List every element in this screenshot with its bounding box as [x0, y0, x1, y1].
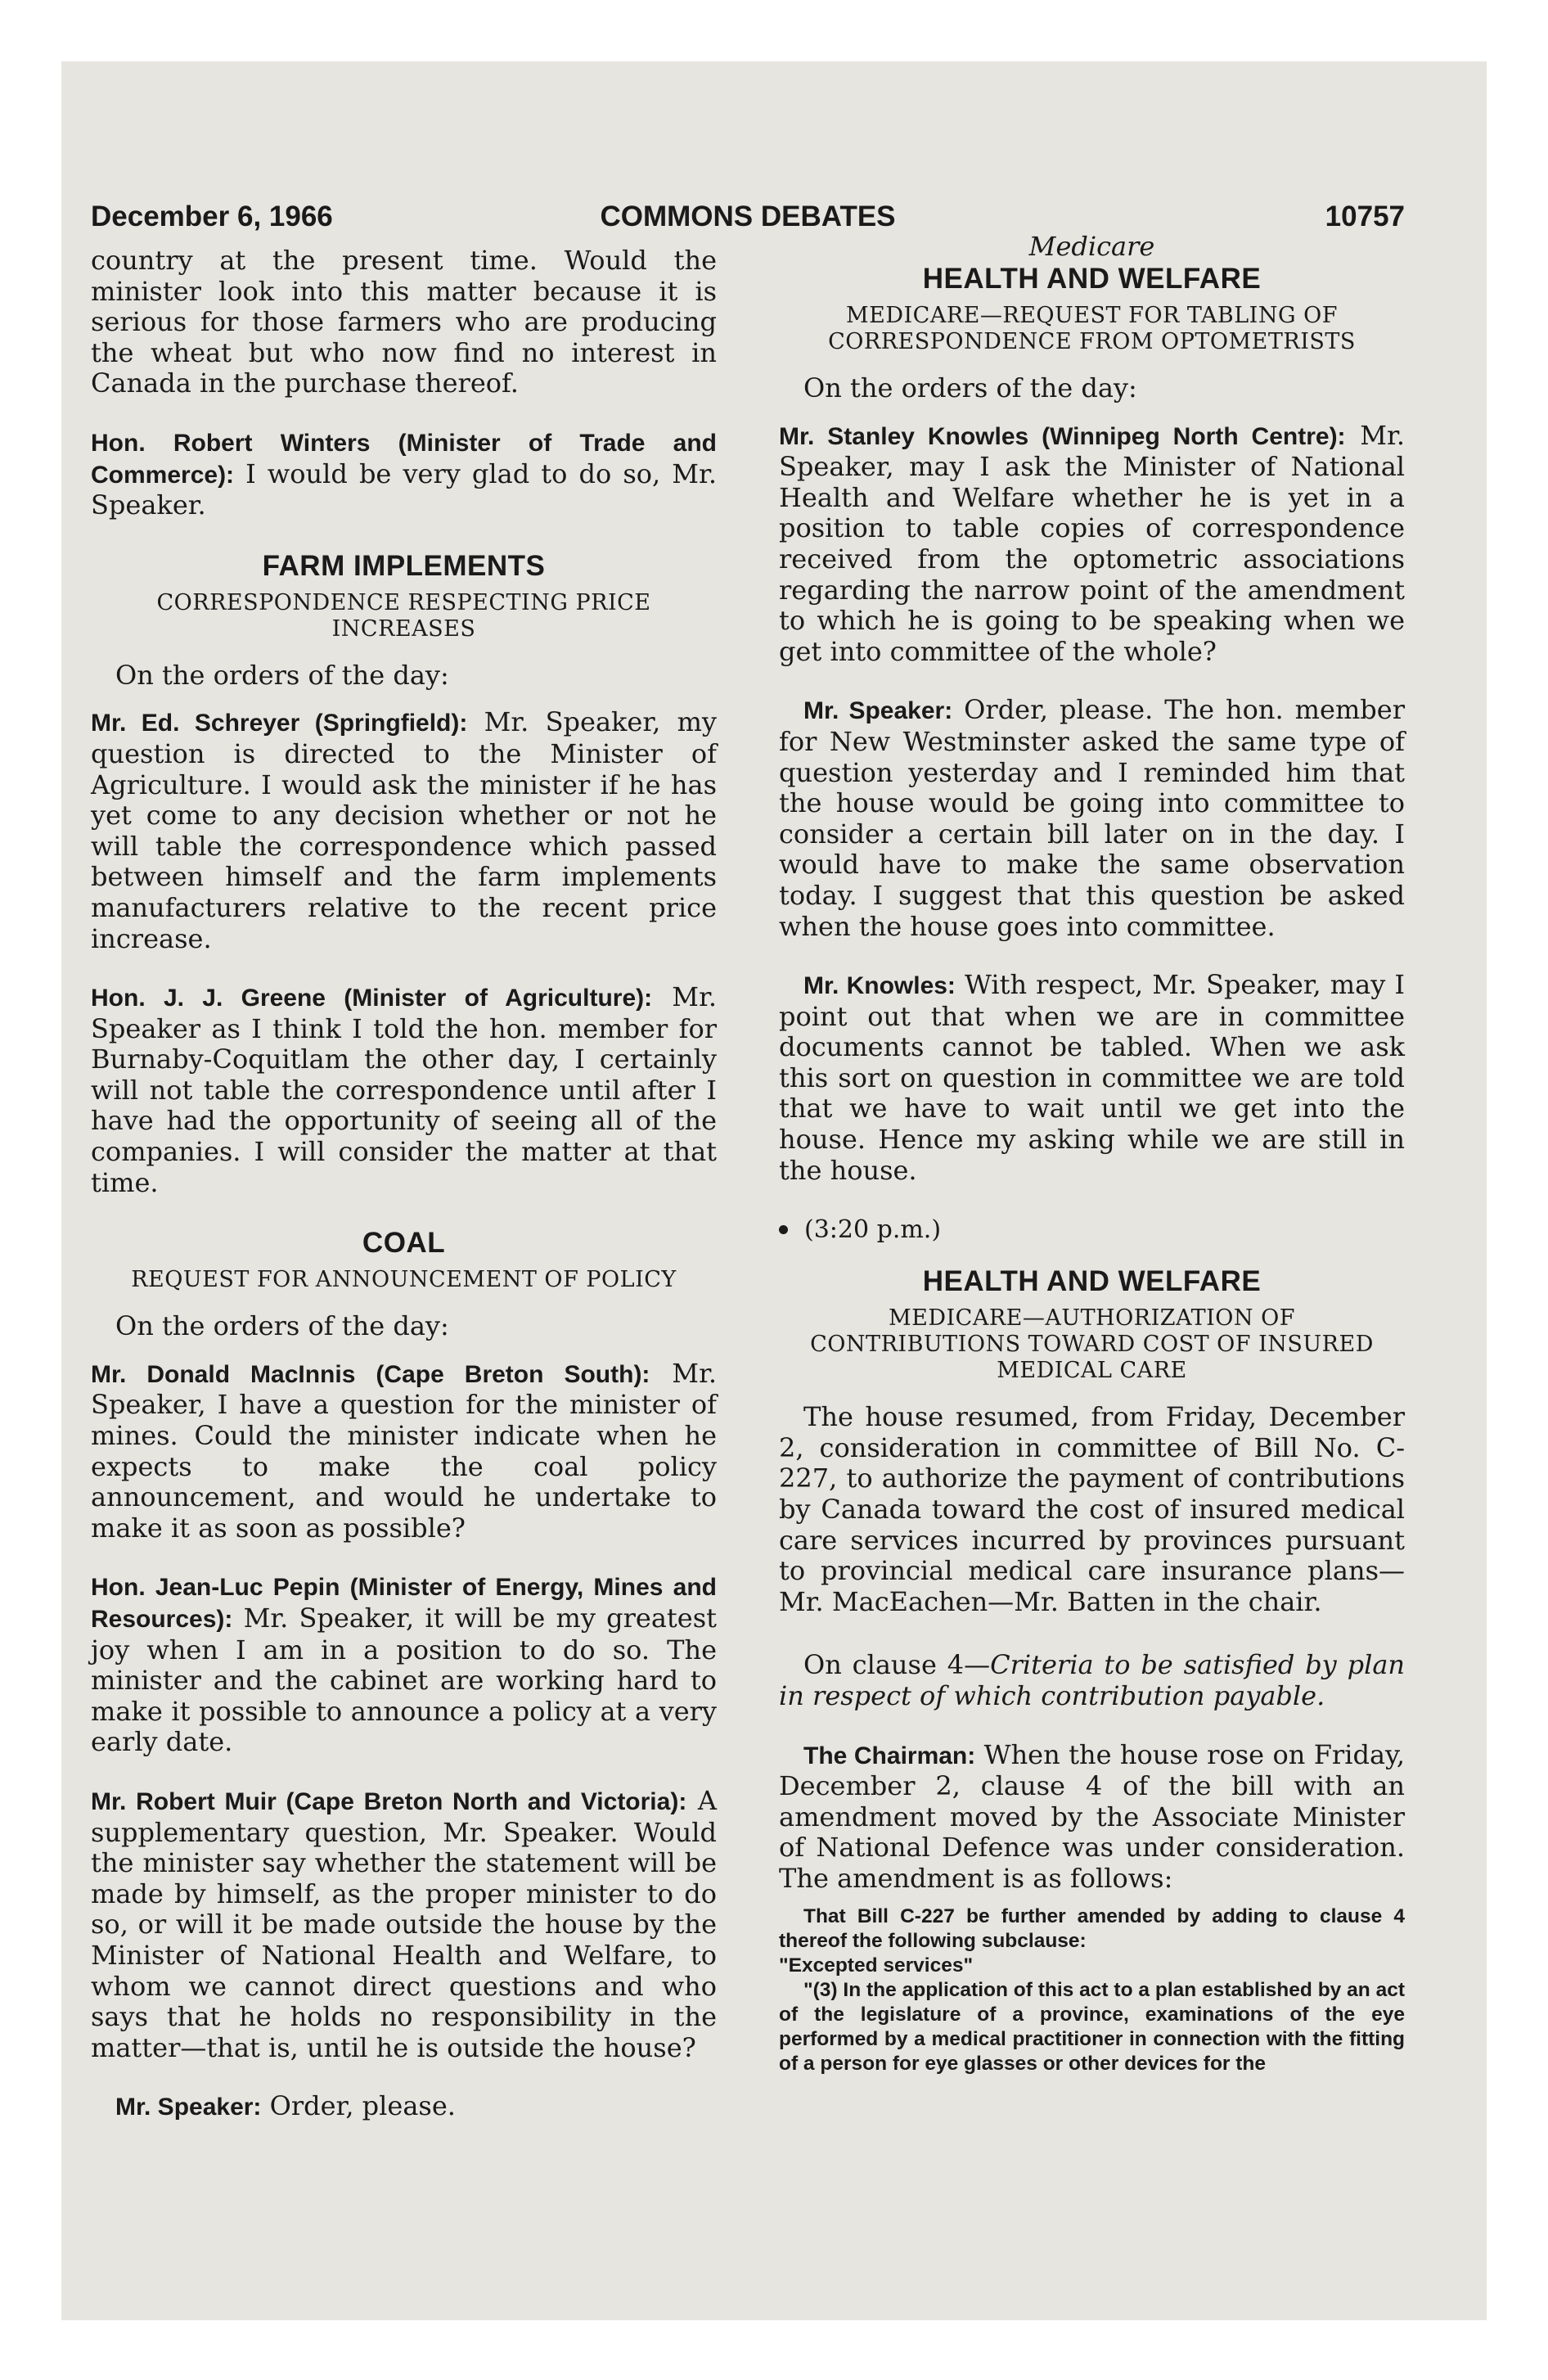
section-subheading-optometrists: MEDICARE—REQUEST FOR TABLING OF CORRESPONDENCE FROM OPTOMETRISTS	[828, 303, 1356, 354]
header-page-number: 10757	[1325, 201, 1405, 232]
left-column	[91, 246, 717, 2123]
speech-text: When the house rose on Friday, December 2, clause 4 of the bill with an amendment moved by the Associate Minister of National Defence was under consideration. The amendment is as follows:	[779, 1738, 1406, 1894]
speech-text: Mr. Speaker as I think I told the hon. member for Burnaby-Coquitlam the other day, I certainly will not table the correspondence until after I have had the opportunity of seeing all of the companies. I will consider the matter at that time.	[91, 981, 718, 1198]
section-heading-coal: COAL	[362, 1227, 446, 1260]
speech-text: Mr. Speaker, it will be my greatest joy when I am in a position to do so. The minister and the cabinet are working hard to make it possible to announce a policy at a very early date.	[91, 1602, 718, 1758]
paragraph-schreyer	[91, 707, 717, 954]
paragraph-winters	[91, 427, 717, 521]
paragraph-greene	[91, 982, 717, 1198]
section-subheading-coal: REQUEST FOR ANNOUNCEMENT OF POLICY	[131, 1267, 677, 1293]
speaker-name: Hon. Robert Winters (Minister of Trade and Commerce):	[91, 429, 717, 489]
amendment-quote-text: "(3) In the application of this act to a plan established by an act of the legislature of a province, examinations of the eye performed by a medical practitioner in connection with the fitting of a person for eye glasses or other devices for the	[779, 1978, 1405, 2075]
right-column	[779, 231, 1405, 2076]
speaker-name: Mr. Ed. Schreyer (Springfield):	[91, 710, 468, 737]
header-date: December 6, 1966	[91, 201, 333, 232]
amendment-quote-intro: That Bill C-227 be further amended by adding to clause 4 thereof the following subclause:	[779, 1904, 1405, 1952]
speaker-name: The Chairman:	[803, 1742, 976, 1769]
section-heading-farm-implements: FARM IMPLEMENTS	[262, 549, 546, 582]
paragraph-speaker	[91, 2091, 717, 2123]
orders-of-day: On the orders of the day:	[115, 659, 449, 691]
amendment-quote-heading: "Excepted services"	[779, 1954, 974, 1977]
speech-text: Order, please. The hon. member for New Westminster asked the same type of question yesterday and I reminded him that the house would be going into committee to consider a certain bill later on in the day. I would have to make the same observation today. I suggest that this question be asked when the house goes into committee.	[779, 694, 1406, 942]
bullet-icon	[779, 1225, 788, 1234]
speaker-name: Hon. J. J. Greene (Minister of Agriculture):	[91, 985, 653, 1012]
section-subheading-contributions: MEDICARE—AUTHORIZATION OF CONTRIBUTIONS TOWARD COST OF INSURED MEDICAL CARE	[810, 1305, 1374, 1384]
paragraph-speaker-reply	[779, 695, 1405, 942]
speech-text: I would be very glad to do so, Mr. Speaker.	[91, 458, 718, 521]
paragraph-house-resumed: The house resumed, from Friday, December 2, consideration in committee of Bill No. C-227, to authorize the payment of contributions by Canada toward the cost of insured medical care services incurred by provinces pursuant to provincial medical care insurance plans—Mr. MacEachen—Mr. Batten in the chair.	[779, 1401, 1405, 1617]
speech-text: A supplementary question, Mr. Speaker. Would the minister say whether the statement will be made by himself, as the proper minister to do so, or will it be made outside the house by the Minister of National Health and Welfare, to whom we cannot direct questions and who says that he holds no responsibility in the matter—that is, until he is outside the house?	[91, 1784, 717, 2063]
speaker-name: Mr. Knowles:	[803, 972, 956, 1000]
section-subheading-farm: CORRESPONDENCE RESPECTING PRICE INCREASES	[156, 589, 651, 642]
clause-prefix: On clause 4—	[803, 1649, 991, 1681]
speaker-name: Mr. Robert Muir (Cape Breton North and Victoria):	[91, 1787, 687, 1815]
paragraph-clause	[779, 1650, 1405, 1711]
paragraph-knowles-followup	[779, 970, 1405, 1186]
speech-text: Mr. Speaker, may I ask the Minister of National Health and Welfare whether he is yet in a position to table copies of correspondence received from the optometric associations regarding the narrow point of the amendment to which he is going to be speaking when we get into committee of the whole?	[779, 419, 1405, 667]
header-title: COMMONS DEBATES	[600, 201, 896, 232]
paragraph-muir	[91, 1786, 717, 2063]
time-marker	[779, 1214, 1405, 1246]
paragraph-intro: country at the present time. Would the minister look into this matter because it is serious for those farmers who are producing the wheat but who now find no interest in Canada in the purchase thereof.	[91, 245, 717, 399]
section-heading-health-welfare-2: HEALTH AND WELFARE	[922, 1265, 1262, 1298]
speech-text: With respect, Mr. Speaker, may I point out that when we are in committee documents cannot be tabled. When we ask this sort on question in committee we are told that we have to wait until we get into the house. Hence my asking while we are still in the house.	[779, 969, 1406, 1186]
paragraph-chairman	[779, 1740, 1405, 1895]
speaker-name: Mr. Donald MacInnis (Cape Breton South):	[91, 1360, 650, 1388]
speaker-name: Mr. Speaker:	[115, 2094, 262, 2121]
time-marker-text: (3:20 p.m.)	[804, 1215, 942, 1245]
speaker-name: Mr. Speaker:	[803, 697, 953, 725]
speaker-name: Mr. Stanley Knowles (Winnipeg North Centre):	[779, 422, 1346, 450]
paragraph-pepin	[91, 1571, 717, 1758]
section-heading-health-welfare: HEALTH AND WELFARE	[922, 263, 1262, 295]
orders-of-day: On the orders of the day:	[115, 1310, 449, 1342]
speaker-name: Hon. Jean-Luc Pepin (Minister of Energy, Mines and Resources):	[91, 1574, 717, 1633]
speech-text: Mr. Speaker, I have a question for the minister of mines. Could the minister indicate when he expects to make the coal policy announcement, and would he undertake to make it as soon as possible?	[91, 1357, 718, 1544]
paragraph-macinnis	[91, 1359, 717, 1544]
speech-text: Order, please.	[269, 2090, 456, 2122]
paragraph-knowles	[779, 421, 1405, 668]
speech-text: Mr. Speaker, my question is directed to the Minister of Agriculture. I would ask the minister if he has yet come to any decision whether or not he will table the correspondence which passed between himself and the farm implements manufacturers relative to the recent price increase.	[91, 706, 717, 954]
topic-label: Medicare	[1028, 231, 1155, 262]
orders-of-day: On the orders of the day:	[803, 372, 1137, 403]
clause-title: Criteria to be satisfied by plan in respect of which contribution payable.	[779, 1649, 1406, 1711]
